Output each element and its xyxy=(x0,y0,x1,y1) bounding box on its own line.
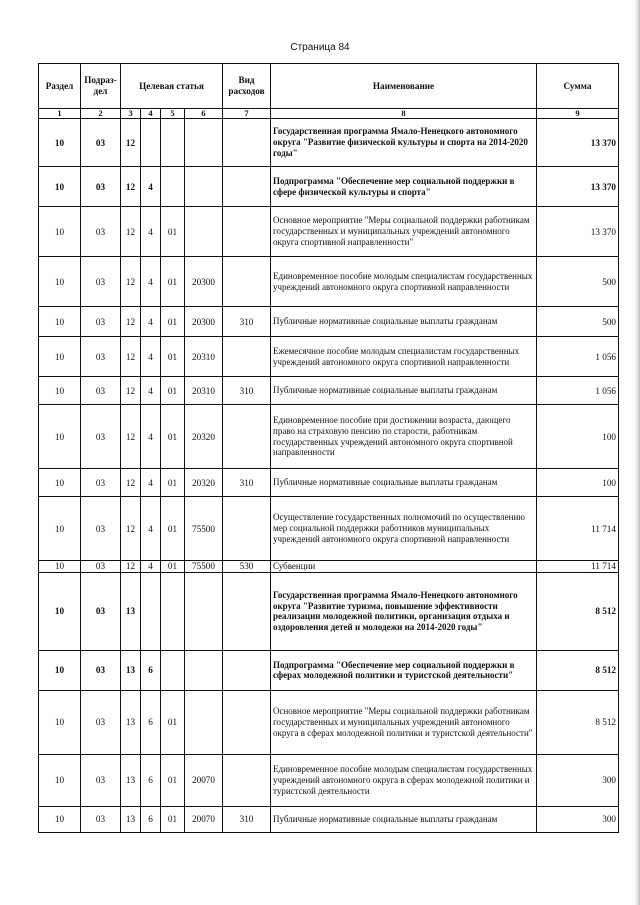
sum-cell: 13 370 xyxy=(537,167,619,207)
expense-type-cell xyxy=(223,207,271,257)
razdel-cell: 10 xyxy=(39,754,81,806)
program-code-cell: 13 xyxy=(121,806,141,832)
razdel-cell: 10 xyxy=(39,167,81,207)
direction-code-cell: 20320 xyxy=(185,469,223,497)
event-code-cell: 01 xyxy=(161,207,185,257)
direction-code-cell: 20300 xyxy=(185,307,223,337)
name-cell: Подпрограмма "Обеспечение мер социальной поддержки в сферах молодежной политики и туристской деятельности" xyxy=(271,650,537,690)
subprogram-code-cell: 6 xyxy=(141,690,161,754)
expense-type-cell: 310 xyxy=(223,307,271,337)
subprogram-code-cell: 6 xyxy=(141,650,161,690)
razdel-cell: 10 xyxy=(39,257,81,307)
razdel-cell: 10 xyxy=(39,690,81,754)
direction-code-cell xyxy=(185,650,223,690)
event-code-cell xyxy=(161,167,185,207)
program-code-cell: 12 xyxy=(121,167,141,207)
podrazdel-cell: 03 xyxy=(81,337,121,377)
column-number: 3 xyxy=(121,109,141,119)
podrazdel-cell: 03 xyxy=(81,806,121,832)
program-code-cell: 13 xyxy=(121,650,141,690)
program-code-cell: 12 xyxy=(121,377,141,405)
expense-type-cell xyxy=(223,690,271,754)
razdel-cell: 10 xyxy=(39,561,81,573)
podrazdel-cell: 03 xyxy=(81,754,121,806)
expense-type-cell xyxy=(223,405,271,469)
event-code-cell: 01 xyxy=(161,257,185,307)
podrazdel-cell: 03 xyxy=(81,307,121,337)
table-row xyxy=(39,469,619,497)
name-cell: Единовременное пособие молодым специалистам государственных учреждений автономного округа в сферах молодежной политики и туристской деятельности xyxy=(271,754,537,806)
podrazdel-cell: 03 xyxy=(81,690,121,754)
event-code-cell: 01 xyxy=(161,307,185,337)
podrazdel-cell: 03 xyxy=(81,119,121,167)
event-code-cell: 01 xyxy=(161,561,185,573)
event-code-cell: 01 xyxy=(161,405,185,469)
expense-type-cell: 310 xyxy=(223,806,271,832)
table-row xyxy=(39,167,619,207)
sum-cell: 11 714 xyxy=(537,497,619,561)
table-row xyxy=(39,377,619,405)
razdel-cell: 10 xyxy=(39,572,81,650)
program-code-cell: 12 xyxy=(121,561,141,573)
expense-type-cell xyxy=(223,119,271,167)
direction-code-cell: 75500 xyxy=(185,497,223,561)
table-row xyxy=(39,307,619,337)
program-code-cell: 12 xyxy=(121,405,141,469)
sum-cell: 8 512 xyxy=(537,690,619,754)
direction-code-cell: 20070 xyxy=(185,806,223,832)
subprogram-code-cell: 4 xyxy=(141,337,161,377)
page-edge-shadow xyxy=(634,0,640,905)
name-cell: Публичные нормативные социальные выплаты гражданам xyxy=(271,806,537,832)
table-row xyxy=(39,405,619,469)
table-row xyxy=(39,337,619,377)
expense-type-cell xyxy=(223,572,271,650)
name-cell: Основное мероприятие "Меры социальной поддержки работникам государственных и муниципальных учреждений автономного округа спортивной направленности" xyxy=(271,207,537,257)
column-number: 8 xyxy=(271,109,537,119)
header-podrazdel: Подраз-дел xyxy=(81,64,121,109)
column-number: 5 xyxy=(161,109,185,119)
column-number: 7 xyxy=(223,109,271,119)
subprogram-code-cell: 4 xyxy=(141,167,161,207)
table-row xyxy=(39,257,619,307)
podrazdel-cell: 03 xyxy=(81,377,121,405)
subprogram-code-cell xyxy=(141,119,161,167)
direction-code-cell xyxy=(185,119,223,167)
program-code-cell: 12 xyxy=(121,207,141,257)
subprogram-code-cell: 4 xyxy=(141,469,161,497)
razdel-cell: 10 xyxy=(39,405,81,469)
column-number: 1 xyxy=(39,109,81,119)
sum-cell: 500 xyxy=(537,307,619,337)
sum-cell: 300 xyxy=(537,754,619,806)
razdel-cell: 10 xyxy=(39,497,81,561)
event-code-cell: 01 xyxy=(161,337,185,377)
name-cell: Осуществление государственных полномочий по осуществлению мер социальной поддержки работников муниципальных учреждений автономного округа спортивной направленности xyxy=(271,497,537,561)
program-code-cell: 12 xyxy=(121,497,141,561)
name-cell: Подпрограмма "Обеспечение мер социальной поддержки в сфере физической культуры и спорта" xyxy=(271,167,537,207)
table-row xyxy=(39,497,619,561)
program-code-cell: 13 xyxy=(121,690,141,754)
direction-code-cell xyxy=(185,690,223,754)
podrazdel-cell: 03 xyxy=(81,405,121,469)
sum-cell: 1 056 xyxy=(537,337,619,377)
subprogram-code-cell: 4 xyxy=(141,405,161,469)
expense-type-cell xyxy=(223,650,271,690)
name-cell: Единовременное пособие при достижении возраста, дающего право на страховую пенсию по старости, работникам государственных учреждений автономного округа спортивной направленности xyxy=(271,405,537,469)
direction-code-cell: 20300 xyxy=(185,257,223,307)
sum-cell: 500 xyxy=(537,257,619,307)
razdel-cell: 10 xyxy=(39,207,81,257)
table-row xyxy=(39,754,619,806)
table-row xyxy=(39,119,619,167)
expense-type-cell: 530 xyxy=(223,561,271,573)
sum-cell: 11 714 xyxy=(537,561,619,573)
name-cell: Субвенции xyxy=(271,561,537,573)
sum-cell: 100 xyxy=(537,405,619,469)
event-code-cell xyxy=(161,572,185,650)
name-cell: Государственная программа Ямало-Ненецкого автономного округа "Развитие туризма, повышение эффективности реализации молодежной политики, организация отдыха и оздоровления детей и молодежи на 2014-2020 годы" xyxy=(271,572,537,650)
name-cell: Публичные нормативные социальные выплаты гражданам xyxy=(271,377,537,405)
column-number: 2 xyxy=(81,109,121,119)
event-code-cell: 01 xyxy=(161,497,185,561)
expense-type-cell: 310 xyxy=(223,469,271,497)
table-body xyxy=(39,119,619,833)
direction-code-cell xyxy=(185,207,223,257)
subprogram-code-cell: 4 xyxy=(141,561,161,573)
sum-cell: 13 370 xyxy=(537,119,619,167)
subprogram-code-cell: 4 xyxy=(141,207,161,257)
column-number-row xyxy=(39,109,619,119)
direction-code-cell: 20310 xyxy=(185,377,223,405)
subprogram-code-cell: 6 xyxy=(141,754,161,806)
sum-cell: 100 xyxy=(537,469,619,497)
column-number: 9 xyxy=(537,109,619,119)
name-cell: Единовременное пособие молодым специалистам государственных учреждений автономного округа спортивной направленности xyxy=(271,257,537,307)
direction-code-cell xyxy=(185,167,223,207)
program-code-cell: 12 xyxy=(121,119,141,167)
expense-type-cell xyxy=(223,337,271,377)
event-code-cell xyxy=(161,119,185,167)
header-naimenovanie: Наименование xyxy=(271,64,537,109)
podrazdel-cell: 03 xyxy=(81,207,121,257)
expense-type-cell: 310 xyxy=(223,377,271,405)
budget-table xyxy=(38,63,619,833)
subprogram-code-cell xyxy=(141,572,161,650)
direction-code-cell: 20070 xyxy=(185,754,223,806)
subprogram-code-cell: 6 xyxy=(141,806,161,832)
column-number: 4 xyxy=(141,109,161,119)
name-cell: Публичные нормативные социальные выплаты гражданам xyxy=(271,307,537,337)
subprogram-code-cell: 4 xyxy=(141,497,161,561)
name-cell: Основное мероприятие "Меры социальной поддержки работникам государственных и муниципальных учреждений автономного округа в сферах молодежной политики и туристской деятельности" xyxy=(271,690,537,754)
podrazdel-cell: 03 xyxy=(81,469,121,497)
program-code-cell: 12 xyxy=(121,257,141,307)
table-row xyxy=(39,207,619,257)
table-row xyxy=(39,572,619,650)
event-code-cell: 01 xyxy=(161,469,185,497)
direction-code-cell: 75500 xyxy=(185,561,223,573)
header-razdel: Раздел xyxy=(39,64,81,109)
razdel-cell: 10 xyxy=(39,650,81,690)
table-row xyxy=(39,561,619,573)
table-row xyxy=(39,650,619,690)
sum-cell: 13 370 xyxy=(537,207,619,257)
sum-cell: 8 512 xyxy=(537,650,619,690)
subprogram-code-cell: 4 xyxy=(141,257,161,307)
podrazdel-cell: 03 xyxy=(81,650,121,690)
sum-cell: 8 512 xyxy=(537,572,619,650)
razdel-cell: 10 xyxy=(39,119,81,167)
expense-type-cell xyxy=(223,497,271,561)
subprogram-code-cell: 4 xyxy=(141,377,161,405)
event-code-cell xyxy=(161,650,185,690)
podrazdel-cell: 03 xyxy=(81,257,121,307)
expense-type-cell xyxy=(223,257,271,307)
header-celevaya-statya: Целевая статья xyxy=(121,64,223,109)
sum-cell: 300 xyxy=(537,806,619,832)
podrazdel-cell: 03 xyxy=(81,572,121,650)
program-code-cell: 13 xyxy=(121,572,141,650)
column-number: 6 xyxy=(185,109,223,119)
header-vid-raskhodov: Вид расходов xyxy=(223,64,271,109)
header-row xyxy=(39,64,619,109)
page-number-label: Страница 84 xyxy=(290,42,350,53)
subprogram-code-cell: 4 xyxy=(141,307,161,337)
program-code-cell: 12 xyxy=(121,469,141,497)
table-row xyxy=(39,806,619,832)
event-code-cell: 01 xyxy=(161,377,185,405)
podrazdel-cell: 03 xyxy=(81,561,121,573)
program-code-cell: 12 xyxy=(121,307,141,337)
razdel-cell: 10 xyxy=(39,337,81,377)
name-cell: Публичные нормативные социальные выплаты гражданам xyxy=(271,469,537,497)
direction-code-cell: 20310 xyxy=(185,337,223,377)
expense-type-cell xyxy=(223,754,271,806)
razdel-cell: 10 xyxy=(39,806,81,832)
direction-code-cell xyxy=(185,572,223,650)
header-summa: Сумма xyxy=(537,64,619,109)
name-cell: Ежемесячное пособие молодым специалистам государственных учреждений автономного округа спортивной направленности xyxy=(271,337,537,377)
event-code-cell: 01 xyxy=(161,806,185,832)
program-code-cell: 12 xyxy=(121,337,141,377)
direction-code-cell: 20320 xyxy=(185,405,223,469)
event-code-cell: 01 xyxy=(161,754,185,806)
podrazdel-cell: 03 xyxy=(81,497,121,561)
razdel-cell: 10 xyxy=(39,469,81,497)
program-code-cell: 13 xyxy=(121,754,141,806)
name-cell: Государственная программа Ямало-Ненецкого автономного округа "Развитие физической культуры и спорта на 2014-2020 годы" xyxy=(271,119,537,167)
podrazdel-cell: 03 xyxy=(81,167,121,207)
razdel-cell: 10 xyxy=(39,307,81,337)
razdel-cell: 10 xyxy=(39,377,81,405)
table-row xyxy=(39,690,619,754)
event-code-cell: 01 xyxy=(161,690,185,754)
expense-type-cell xyxy=(223,167,271,207)
sum-cell: 1 056 xyxy=(537,377,619,405)
